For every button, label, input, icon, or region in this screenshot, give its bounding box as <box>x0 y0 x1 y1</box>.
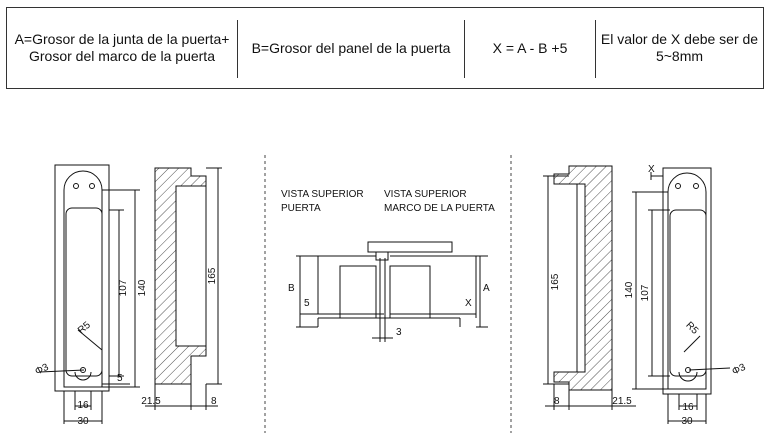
dim-x-center: X <box>465 298 472 309</box>
dim-21-5: 21.5 <box>141 396 161 407</box>
label-door-line1: VISTA SUPERIOR <box>281 189 364 200</box>
dim-30-right: 30 <box>681 416 693 427</box>
dim-3: 3 <box>396 327 402 338</box>
dim-8-right: 8 <box>554 396 560 407</box>
label-door-line2: PUERTA <box>281 203 321 214</box>
dim-140-right: 140 <box>624 281 635 299</box>
note-line2: 5~8mm <box>655 48 704 64</box>
dim-30: 30 <box>77 416 89 427</box>
dim-16-right: 16 <box>682 402 694 413</box>
dim-140: 140 <box>137 279 148 297</box>
center-top-view <box>296 242 488 342</box>
dim-phi3-right: Φ3 <box>730 361 748 378</box>
dim-8: 8 <box>211 396 217 407</box>
dim-5: 5 <box>117 373 123 384</box>
dim-a: A <box>483 283 490 294</box>
dim-107: 107 <box>118 279 129 297</box>
note-line1: El valor de X debe ser de <box>600 31 759 47</box>
dim-21-5-right: 21.5 <box>612 396 632 407</box>
cell-x-formula: X = A - B +5 <box>492 39 568 56</box>
center-labels <box>281 189 495 214</box>
dim-16: 16 <box>77 400 89 411</box>
dim-r5-right: R5 <box>683 319 701 337</box>
dim-165-right: 165 <box>550 273 561 291</box>
dim-phi3: Φ3 <box>33 361 51 378</box>
label-frame-line2: MARCO DE LA PUERTA <box>384 203 495 214</box>
dim-b: B <box>288 283 295 294</box>
dim-r5: R5 <box>75 319 93 337</box>
dim-165: 165 <box>207 267 218 285</box>
cell-b-definition: B=Grosor del panel de la puerta <box>251 39 451 56</box>
dim-5-center: 5 <box>304 298 310 309</box>
dim-x-right: X <box>648 164 655 175</box>
label-frame-line1: VISTA SUPERIOR <box>384 189 467 200</box>
cell-a-line1: A=Grosor de la junta de la puerta+ <box>14 31 230 47</box>
left-frame-section <box>145 168 222 410</box>
cell-a-line2: Grosor del marco de la puerta <box>29 48 215 64</box>
dim-107-right: 107 <box>640 284 651 302</box>
